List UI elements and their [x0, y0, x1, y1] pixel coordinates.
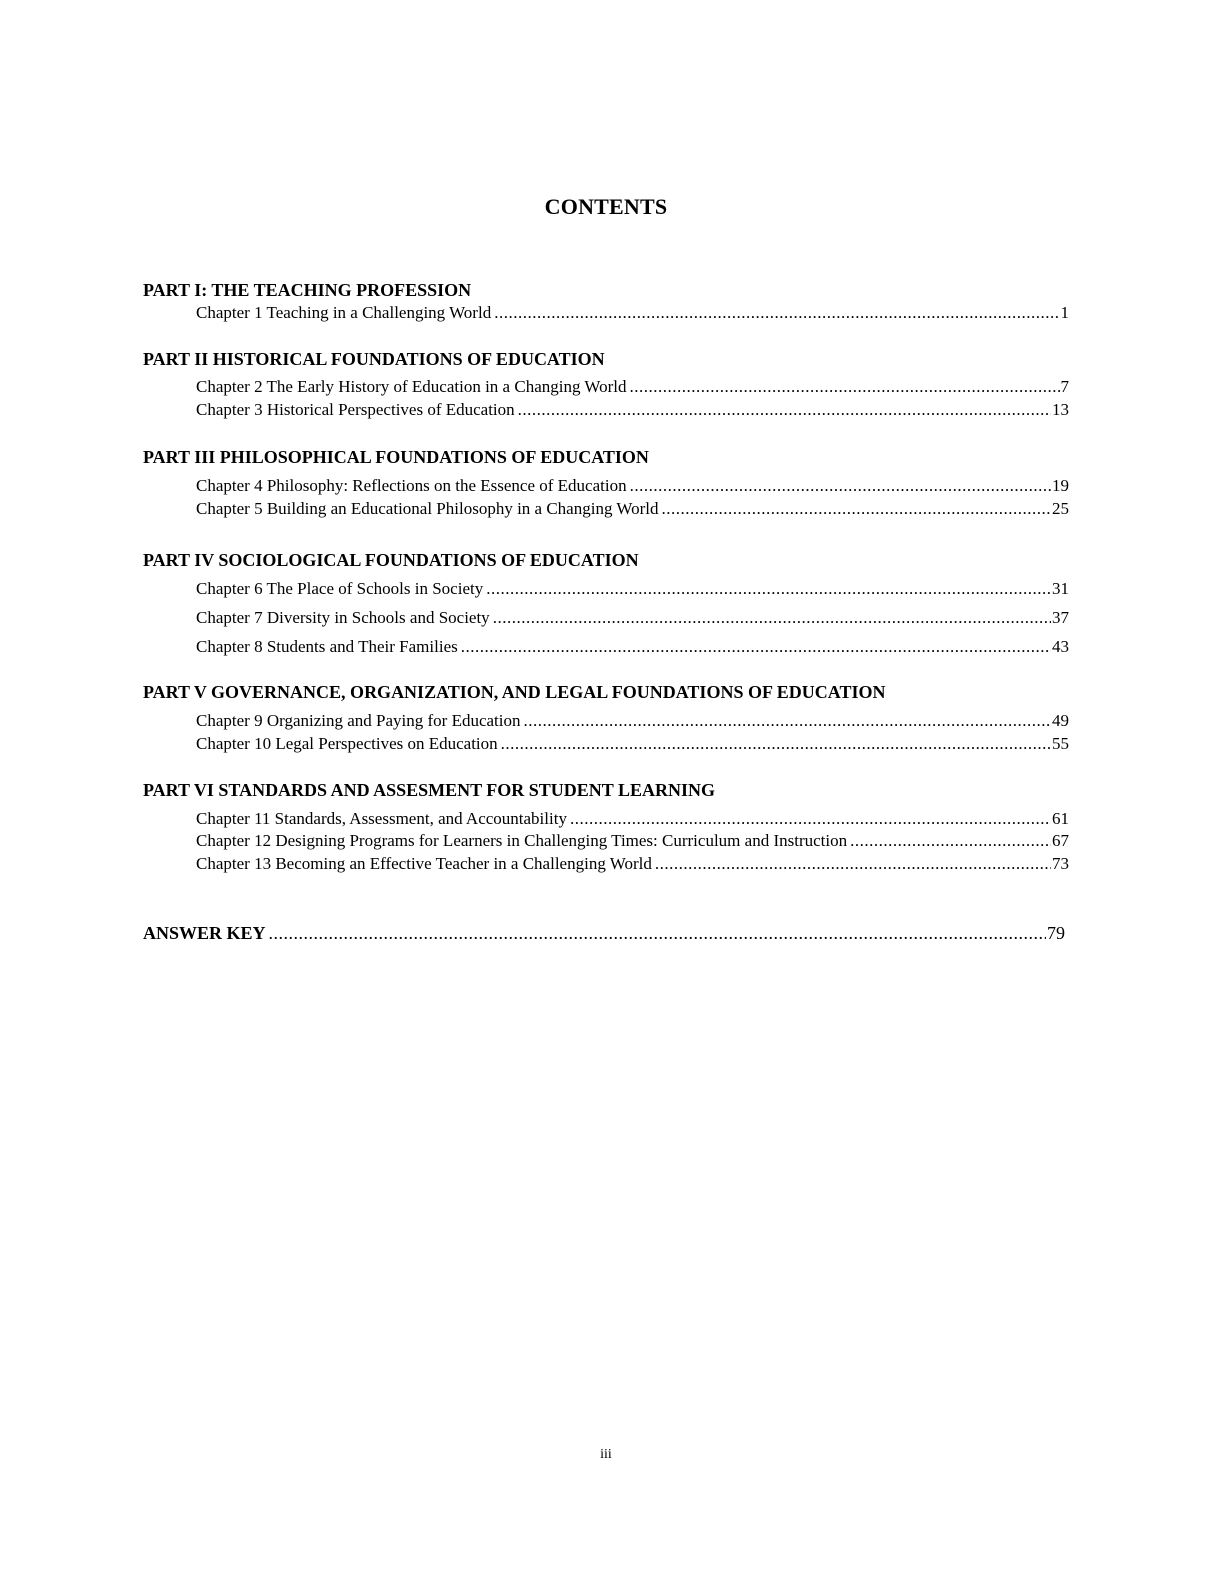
part-heading: PART III PHILOSOPHICAL FOUNDATIONS OF EDUCATION	[143, 447, 649, 467]
page-title: CONTENTS	[544, 194, 668, 219]
dot-leader	[461, 637, 1051, 657]
toc-entry[interactable]	[196, 303, 1069, 323]
dot-leader	[570, 809, 1051, 829]
part-heading: PART IV SOCIOLOGICAL FOUNDATIONS OF EDUCATION	[143, 550, 639, 570]
chapter-title: Chapter 8 Students and Their Families	[196, 637, 458, 656]
dot-leader	[518, 400, 1051, 420]
page-number: 19	[1052, 476, 1069, 495]
toc-entry[interactable]	[196, 734, 1069, 754]
toc-entry[interactable]	[196, 637, 1069, 657]
toc-entry[interactable]	[196, 809, 1069, 829]
toc-entry[interactable]	[196, 476, 1069, 496]
dot-leader	[629, 377, 1059, 397]
chapter-title: Chapter 4 Philosophy: Reflections on the Essence of Education	[196, 476, 627, 495]
chapter-title: Chapter 12 Designing Programs for Learners in Challenging Times: Curriculum and Instruction	[196, 831, 848, 850]
chapter-title: Chapter 3 Historical Perspectives of Education	[196, 400, 515, 419]
chapter-title: Chapter 9 Organizing and Paying for Education	[196, 711, 521, 730]
page-number: 37	[1052, 608, 1069, 627]
toc-entry[interactable]	[196, 608, 1069, 628]
toc-entry[interactable]	[196, 854, 1069, 874]
dot-leader	[655, 854, 1051, 874]
page-number: 43	[1052, 637, 1069, 656]
chapter-title: Chapter 6 The Place of Schools in Society	[196, 579, 484, 598]
part-heading: PART I: THE TEACHING PROFESSION	[143, 280, 472, 300]
page-number: 25	[1052, 499, 1069, 518]
page-number: 13	[1052, 400, 1069, 419]
page-number: 67	[1052, 831, 1069, 850]
dot-leader	[661, 499, 1051, 519]
chapter-title: Chapter 11 Standards, Assessment, and Accountability	[196, 809, 567, 828]
page-number: 31	[1052, 579, 1069, 598]
dot-leader	[630, 476, 1051, 496]
page-number: 79	[1047, 923, 1065, 943]
page-number: 7	[1060, 377, 1069, 396]
toc-entry[interactable]	[196, 831, 1069, 851]
toc-entry[interactable]	[196, 377, 1069, 397]
dot-leader	[501, 734, 1051, 754]
toc-entry[interactable]	[196, 579, 1069, 599]
answer-key-entry[interactable]	[143, 923, 1065, 944]
chapter-title: Chapter 1 Teaching in a Challenging World	[196, 303, 492, 322]
answer-key-label: ANSWER KEY	[143, 923, 266, 943]
dot-leader	[269, 923, 1046, 944]
chapter-title: Chapter 10 Legal Perspectives on Education	[196, 734, 498, 753]
chapter-title: Chapter 13 Becoming an Effective Teacher in a Challenging World	[196, 854, 652, 873]
page-number: 73	[1052, 854, 1069, 873]
chapter-title: Chapter 7 Diversity in Schools and Society	[196, 608, 490, 627]
part-heading: PART V GOVERNANCE, ORGANIZATION, AND LEGAL FOUNDATIONS OF EDUCATION	[143, 682, 886, 702]
dot-leader	[493, 608, 1051, 628]
toc-entry[interactable]	[196, 711, 1069, 731]
dot-leader	[494, 303, 1059, 323]
dot-leader	[850, 831, 1051, 851]
page-number: 1	[1060, 303, 1069, 322]
page-number: 55	[1052, 734, 1069, 753]
chapter-title: Chapter 5 Building an Educational Philosophy in a Changing World	[196, 499, 659, 518]
toc-entry[interactable]	[196, 499, 1069, 519]
part-heading: PART VI STANDARDS AND ASSESMENT FOR STUDENT LEARNING	[143, 780, 716, 800]
page-footer-number: iii	[600, 1447, 612, 1462]
page-number: 61	[1052, 809, 1069, 828]
page-number: 49	[1052, 711, 1069, 730]
chapter-title: Chapter 2 The Early History of Education in a Changing World	[196, 377, 627, 396]
part-heading: PART II HISTORICAL FOUNDATIONS OF EDUCATION	[143, 349, 605, 369]
dot-leader	[486, 579, 1051, 599]
toc-entry[interactable]	[196, 400, 1069, 420]
dot-leader	[524, 711, 1052, 731]
